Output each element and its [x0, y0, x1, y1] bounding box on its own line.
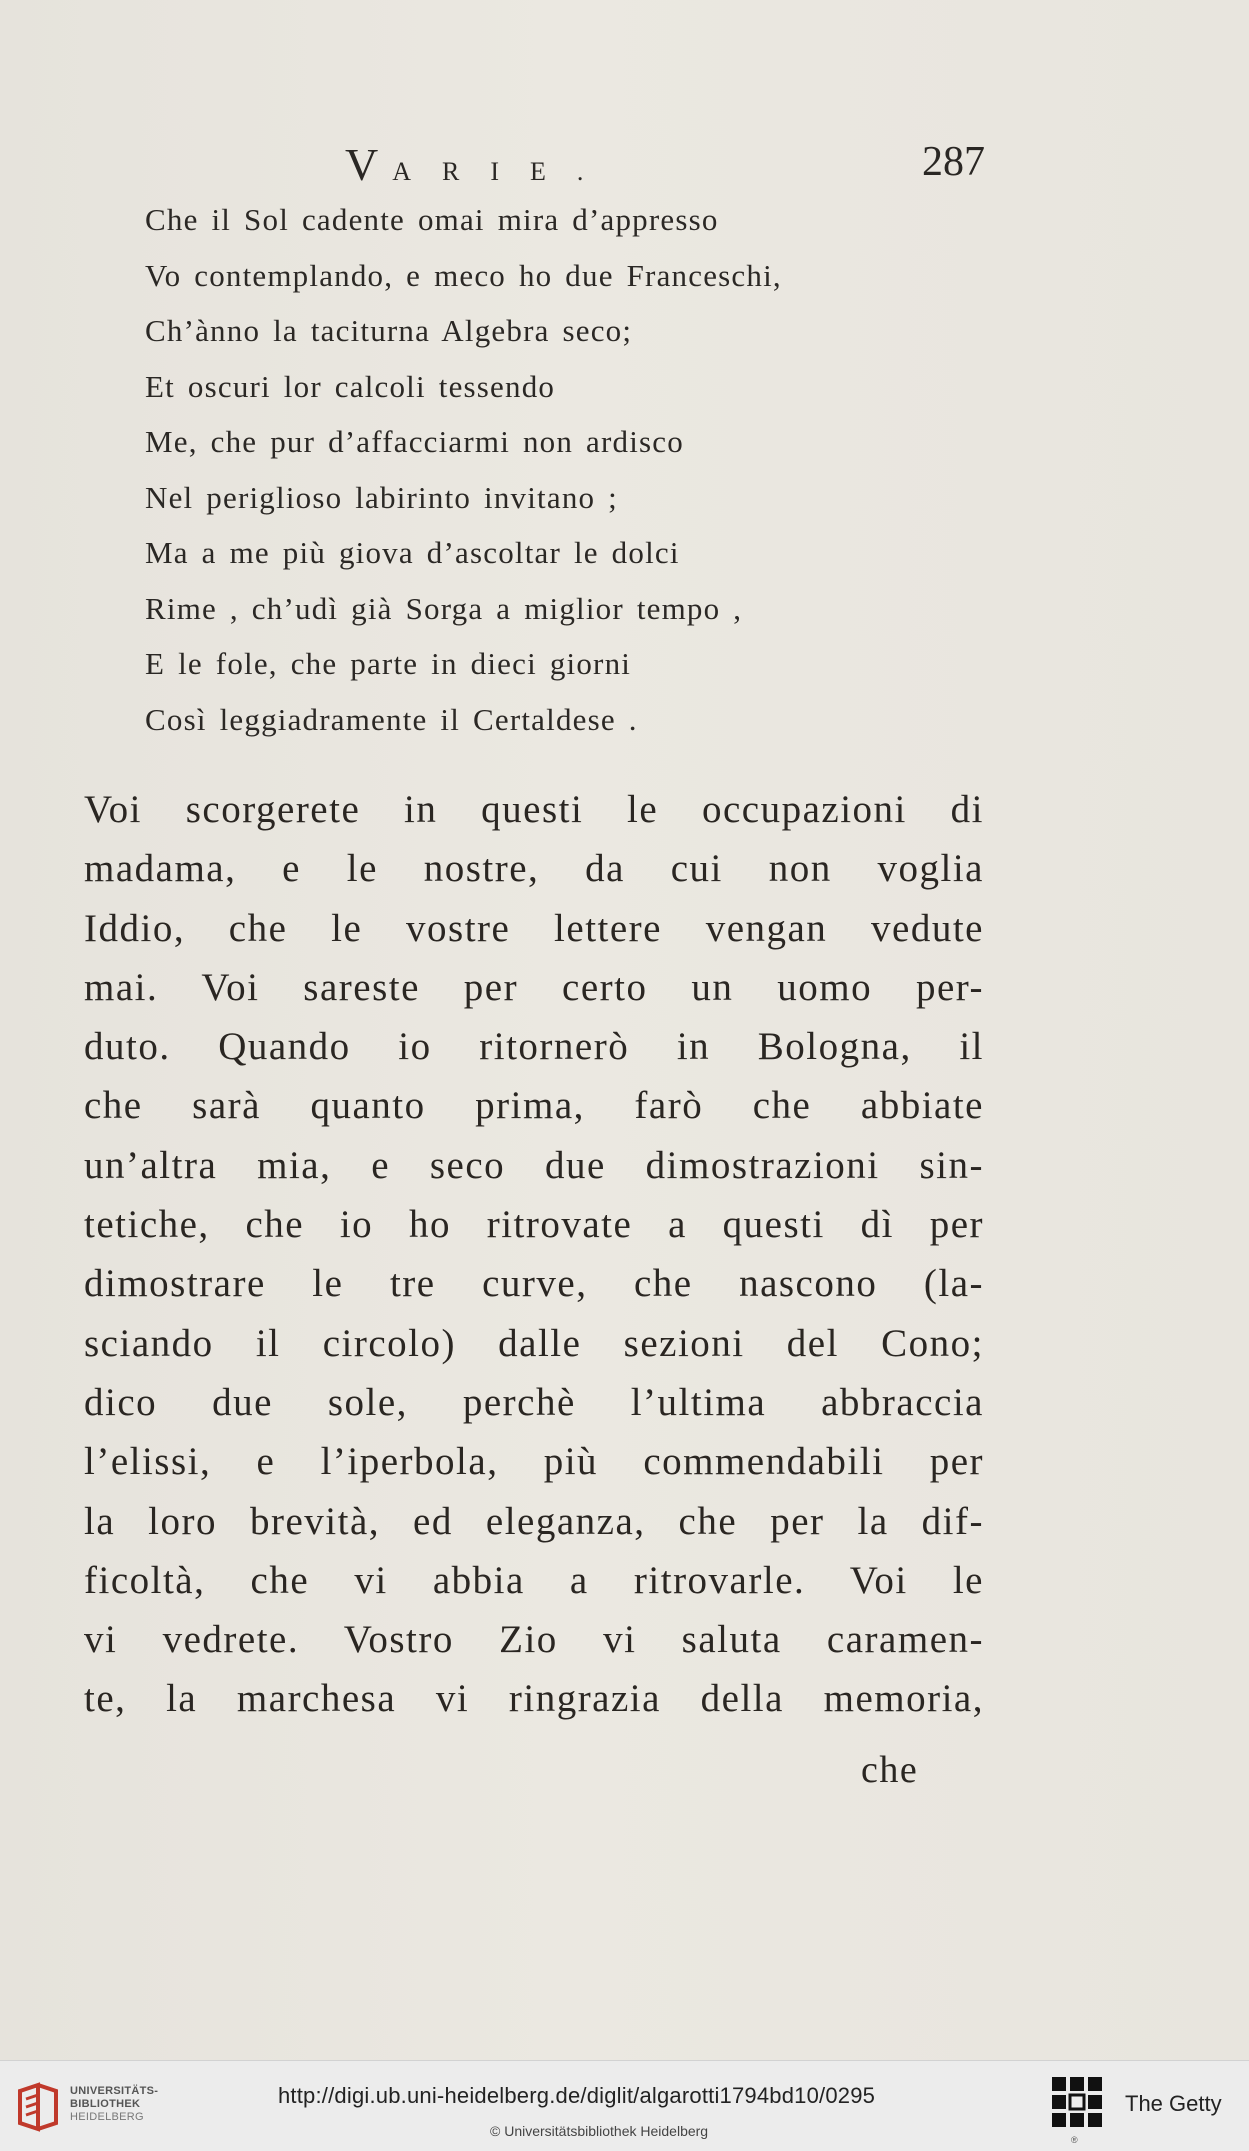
prose-line: Voi scorgerete in questi le occupazioni di [84, 788, 984, 831]
prose-line: tetiche, che io ho ritrovate a questi dì per [84, 1203, 984, 1247]
verse-line: Così leggiadramente il Certaldese . [145, 701, 638, 737]
verse-line: Vo contemplando, e meco ho due Franceschi, [145, 257, 782, 293]
prose-line: che sarà quanto prima, farò che abbiate [84, 1084, 984, 1128]
prose-line: la loro brevità, ed eleganza, che per la dif- [84, 1499, 984, 1543]
running-title-rest: ARIE. [392, 157, 615, 186]
library-name-line2: BIBLIOTHEK [70, 2098, 141, 2110]
verse-block [145, 192, 1045, 747]
running-title-initial: V [345, 139, 379, 190]
verse-line: Rime , ch’udì già Sorga a miglior tempo , [145, 590, 743, 626]
library-name-line1: UNIVERSITÄTS- [70, 2085, 159, 2097]
prose-line: duto. Quando io ritornerò in Bologna, il [84, 1025, 984, 1069]
permalink-url[interactable]: http://digi.ub.uni-heidelberg.de/diglit/algarotti1794bd10/0295 [278, 2083, 876, 2108]
prose-line: ficoltà, che vi abbia a ritrovarle. Voi le [84, 1558, 984, 1602]
copyright-notice: © Universitätsbibliothek Heidelberg [490, 2123, 709, 2139]
prose-line: sciando il circolo) dalle sezioni del Cono; [84, 1321, 984, 1365]
catchword: che [861, 1749, 919, 1791]
running-title [345, 138, 614, 191]
prose-line: dico due sole, perchè l’ultima abbraccia [84, 1380, 984, 1424]
page-header [345, 138, 985, 198]
verse-line: E le fole, che parte in dieci giorni [145, 646, 632, 681]
prose-line: un’altra mia, e seco due dimostrazioni sin- [84, 1143, 984, 1187]
prose-line: mai. Voi sareste per certo un uomo per- [84, 965, 984, 1009]
prose-line: l’elissi, e l’iperbola, più commendabili per [84, 1440, 984, 1484]
prose-line: dimostrare le tre curve, che nascono (la- [84, 1262, 984, 1306]
verse-line: Che il Sol cadente omai mira d’appresso [145, 202, 719, 237]
verse-line: Ch’ànno la taciturna Algebra seco; [145, 313, 633, 348]
prose-block [84, 780, 984, 1729]
prose-line: madama, e le nostre, da cui non voglia [84, 847, 984, 891]
library-city: HEIDELBERG [70, 2111, 144, 2123]
prose-line: te, la marchesa vi ringrazia della memoria, [84, 1677, 984, 1721]
verse-line: Et oscuri lor calcoli tessendo [145, 368, 556, 404]
getty-logo-icon[interactable] [1050, 2075, 1108, 2137]
university-library-logo-icon[interactable] [12, 2081, 64, 2133]
getty-name[interactable]: The Getty [1125, 2091, 1222, 2116]
viewer-footer [0, 2060, 1249, 2151]
verse-line: Me, che pur d’affacciarmi non ardisco [145, 424, 684, 459]
library-name[interactable] [70, 2085, 158, 2124]
page-number: 287 [922, 139, 985, 185]
verse-line: Nel periglioso labirinto invitano ; [145, 479, 618, 515]
registered-mark: ® [1071, 2135, 1078, 2145]
verse-line: Ma a me più giova d’ascoltar le dolci [145, 535, 680, 570]
prose-line: vi vedrete. Vostro Zio vi saluta caramen- [84, 1618, 984, 1662]
prose-line: Iddio, che le vostre lettere vengan vedute [84, 906, 984, 950]
